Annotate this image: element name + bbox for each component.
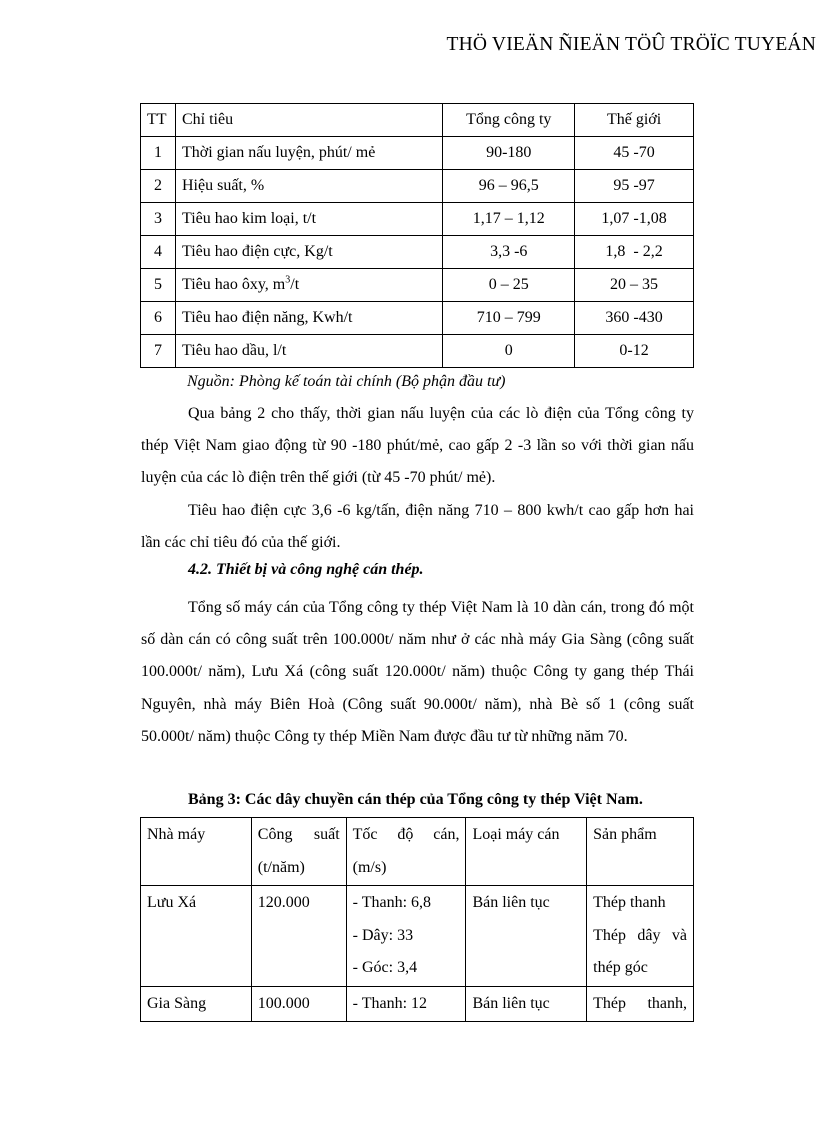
- cell-world: 1,07 -1,08: [575, 203, 694, 236]
- table-caption: Bảng 3: Các dây chuyền cán thép của Tổng công ty thép Việt Nam.: [188, 791, 643, 808]
- header-text: (t/năm): [257, 858, 305, 876]
- table-row: [141, 269, 694, 302]
- header-text: Tốc độ cán,: [352, 826, 460, 843]
- header-capacity: [251, 818, 346, 886]
- cell-corporation: 0 – 25: [443, 269, 575, 302]
- cell-speed: [346, 886, 466, 987]
- cell-world: 1,8 - 2,2: [575, 236, 694, 269]
- cell-tt: 5: [141, 269, 176, 302]
- cell-world: 45 -70: [575, 137, 694, 170]
- cell-capacity: 100.000: [251, 986, 346, 1022]
- table-furnace-indicators: [140, 103, 694, 368]
- header-tt: TT: [141, 104, 176, 137]
- header-text: Loại máy cán: [472, 826, 560, 843]
- cell-tt: 3: [141, 203, 176, 236]
- speed-line: - Dây: 33: [352, 926, 414, 944]
- header-text: Sản phẩm: [593, 826, 657, 843]
- cell-factory: Gia Sàng: [141, 986, 252, 1022]
- cell-corporation: 1,17 – 1,12: [443, 203, 575, 236]
- paragraph: Tổng số máy cán của Tổng công ty thép Việt Nam là 10 dàn cán, trong đó một số dàn cán có công suất trên 100.000t/ năm như ở các nhà máy Gia Sàng (công suất 100.000t/ năm), Lưu Xá (công suất 120.000t/ năm) thuộc Công ty gang thép Thái Nguyên, nhà máy Biên Hoà (Công suất 90.000t/ năm), nhà Bè số 1 (công suất 50.000t/ năm) thuộc Công ty thép Miền Nam được đầu tư từ những năm 70.: [141, 599, 694, 745]
- cell-indicator: Tiêu hao điện năng, Kwh/t: [175, 302, 442, 335]
- analysis-text: [141, 398, 694, 559]
- indicator-unit: /t: [290, 276, 300, 293]
- table-row: [141, 886, 694, 987]
- table-row: [141, 236, 694, 269]
- cell-corporation: 96 – 96,5: [443, 170, 575, 203]
- product-line: Thép thanh,: [593, 994, 687, 1012]
- product-line: Thép dây và: [593, 926, 687, 944]
- header-text: Nhà máy: [147, 826, 206, 843]
- header-mill-type: [466, 818, 587, 886]
- header-speed: [346, 818, 466, 886]
- table-row: [141, 203, 694, 236]
- speed-line: - Thanh: 12: [352, 994, 428, 1012]
- table-row: [141, 986, 694, 1022]
- cell-corporation: 0: [443, 335, 575, 368]
- header-text: (m/s): [352, 858, 387, 876]
- product-line: Thép thanh: [593, 894, 666, 911]
- cell-world: 360 -430: [575, 302, 694, 335]
- header-corporation: Tổng công ty: [443, 104, 575, 137]
- product-line: thép góc: [593, 959, 648, 976]
- header-text: Công suất: [257, 826, 340, 843]
- cell-indicator: Tiêu hao kim loại, t/t: [175, 203, 442, 236]
- cell-indicator: [175, 269, 442, 302]
- cell-corporation: 710 – 799: [443, 302, 575, 335]
- cell-tt: 1: [141, 137, 176, 170]
- speed-line: - Góc: 3,4: [352, 959, 418, 976]
- cell-indicator: Thời gian nấu luyện, phút/ mẻ: [175, 137, 442, 170]
- table-row: [141, 137, 694, 170]
- cell-tt: 6: [141, 302, 176, 335]
- cell-corporation: 90-180: [443, 137, 575, 170]
- cell-corporation: 3,3 -6: [443, 236, 575, 269]
- header-indicator: Chỉ tiêu: [175, 104, 442, 137]
- paragraph: Tiêu hao điện cực 3,6 -6 kg/tấn, điện năng 710 – 800 kwh/t cao gấp hơn hai lần các chỉ tiêu đó của thế giới.: [141, 501, 694, 551]
- table-header-row: [141, 104, 694, 137]
- cell-mill-type: Bán liên tục: [466, 986, 587, 1022]
- cell-tt: 4: [141, 236, 176, 269]
- cell-tt: 2: [141, 170, 176, 203]
- cell-indicator: Tiêu hao dầu, l/t: [175, 335, 442, 368]
- table-rolling-lines: [140, 817, 694, 1022]
- section-text: [141, 592, 694, 753]
- section-heading: 4.2. Thiết bị và công nghệ cán thép.: [188, 561, 424, 578]
- cell-factory: Lưu Xá: [141, 886, 252, 987]
- table-row: [141, 170, 694, 203]
- table-row: [141, 302, 694, 335]
- cell-capacity: 120.000: [251, 886, 346, 987]
- cell-product: [587, 986, 694, 1022]
- cell-world: 20 – 35: [575, 269, 694, 302]
- cell-product: [587, 886, 694, 987]
- speed-line: - Thanh: 6,8: [352, 894, 432, 911]
- superscript: 3: [285, 274, 291, 286]
- indicator-text: Tiêu hao ôxy, m: [181, 276, 286, 293]
- table-source-note: Nguồn: Phòng kế toán tài chính (Bộ phận đầu tư): [187, 373, 506, 390]
- cell-indicator: Hiệu suất, %: [175, 170, 442, 203]
- header-product: [587, 818, 694, 886]
- table-header-row: [141, 818, 694, 886]
- header-factory: [141, 818, 252, 886]
- cell-indicator: Tiêu hao điện cực, Kg/t: [175, 236, 442, 269]
- table-row: [141, 335, 694, 368]
- cell-speed: [346, 986, 466, 1022]
- cell-mill-type: Bán liên tục: [466, 886, 587, 987]
- header-world: Thế giới: [575, 104, 694, 137]
- cell-tt: 7: [141, 335, 176, 368]
- paragraph: Qua bảng 2 cho thấy, thời gian nấu luyện của các lò điện của Tổng công ty thép Việt Nam giao động từ 90 -180 phút/mẻ, cao gấp 2 -3 lần so với thời gian nấu luyện của các lò điện trên thế giới (từ 45 -70 phút/ mẻ).: [141, 405, 694, 487]
- cell-world: 95 -97: [575, 170, 694, 203]
- page-header: THÖ VIEÄN ÑIEÄN TÖÛ TRÖÏC TUYEÁN: [446, 34, 816, 55]
- cell-world: 0-12: [575, 335, 694, 368]
